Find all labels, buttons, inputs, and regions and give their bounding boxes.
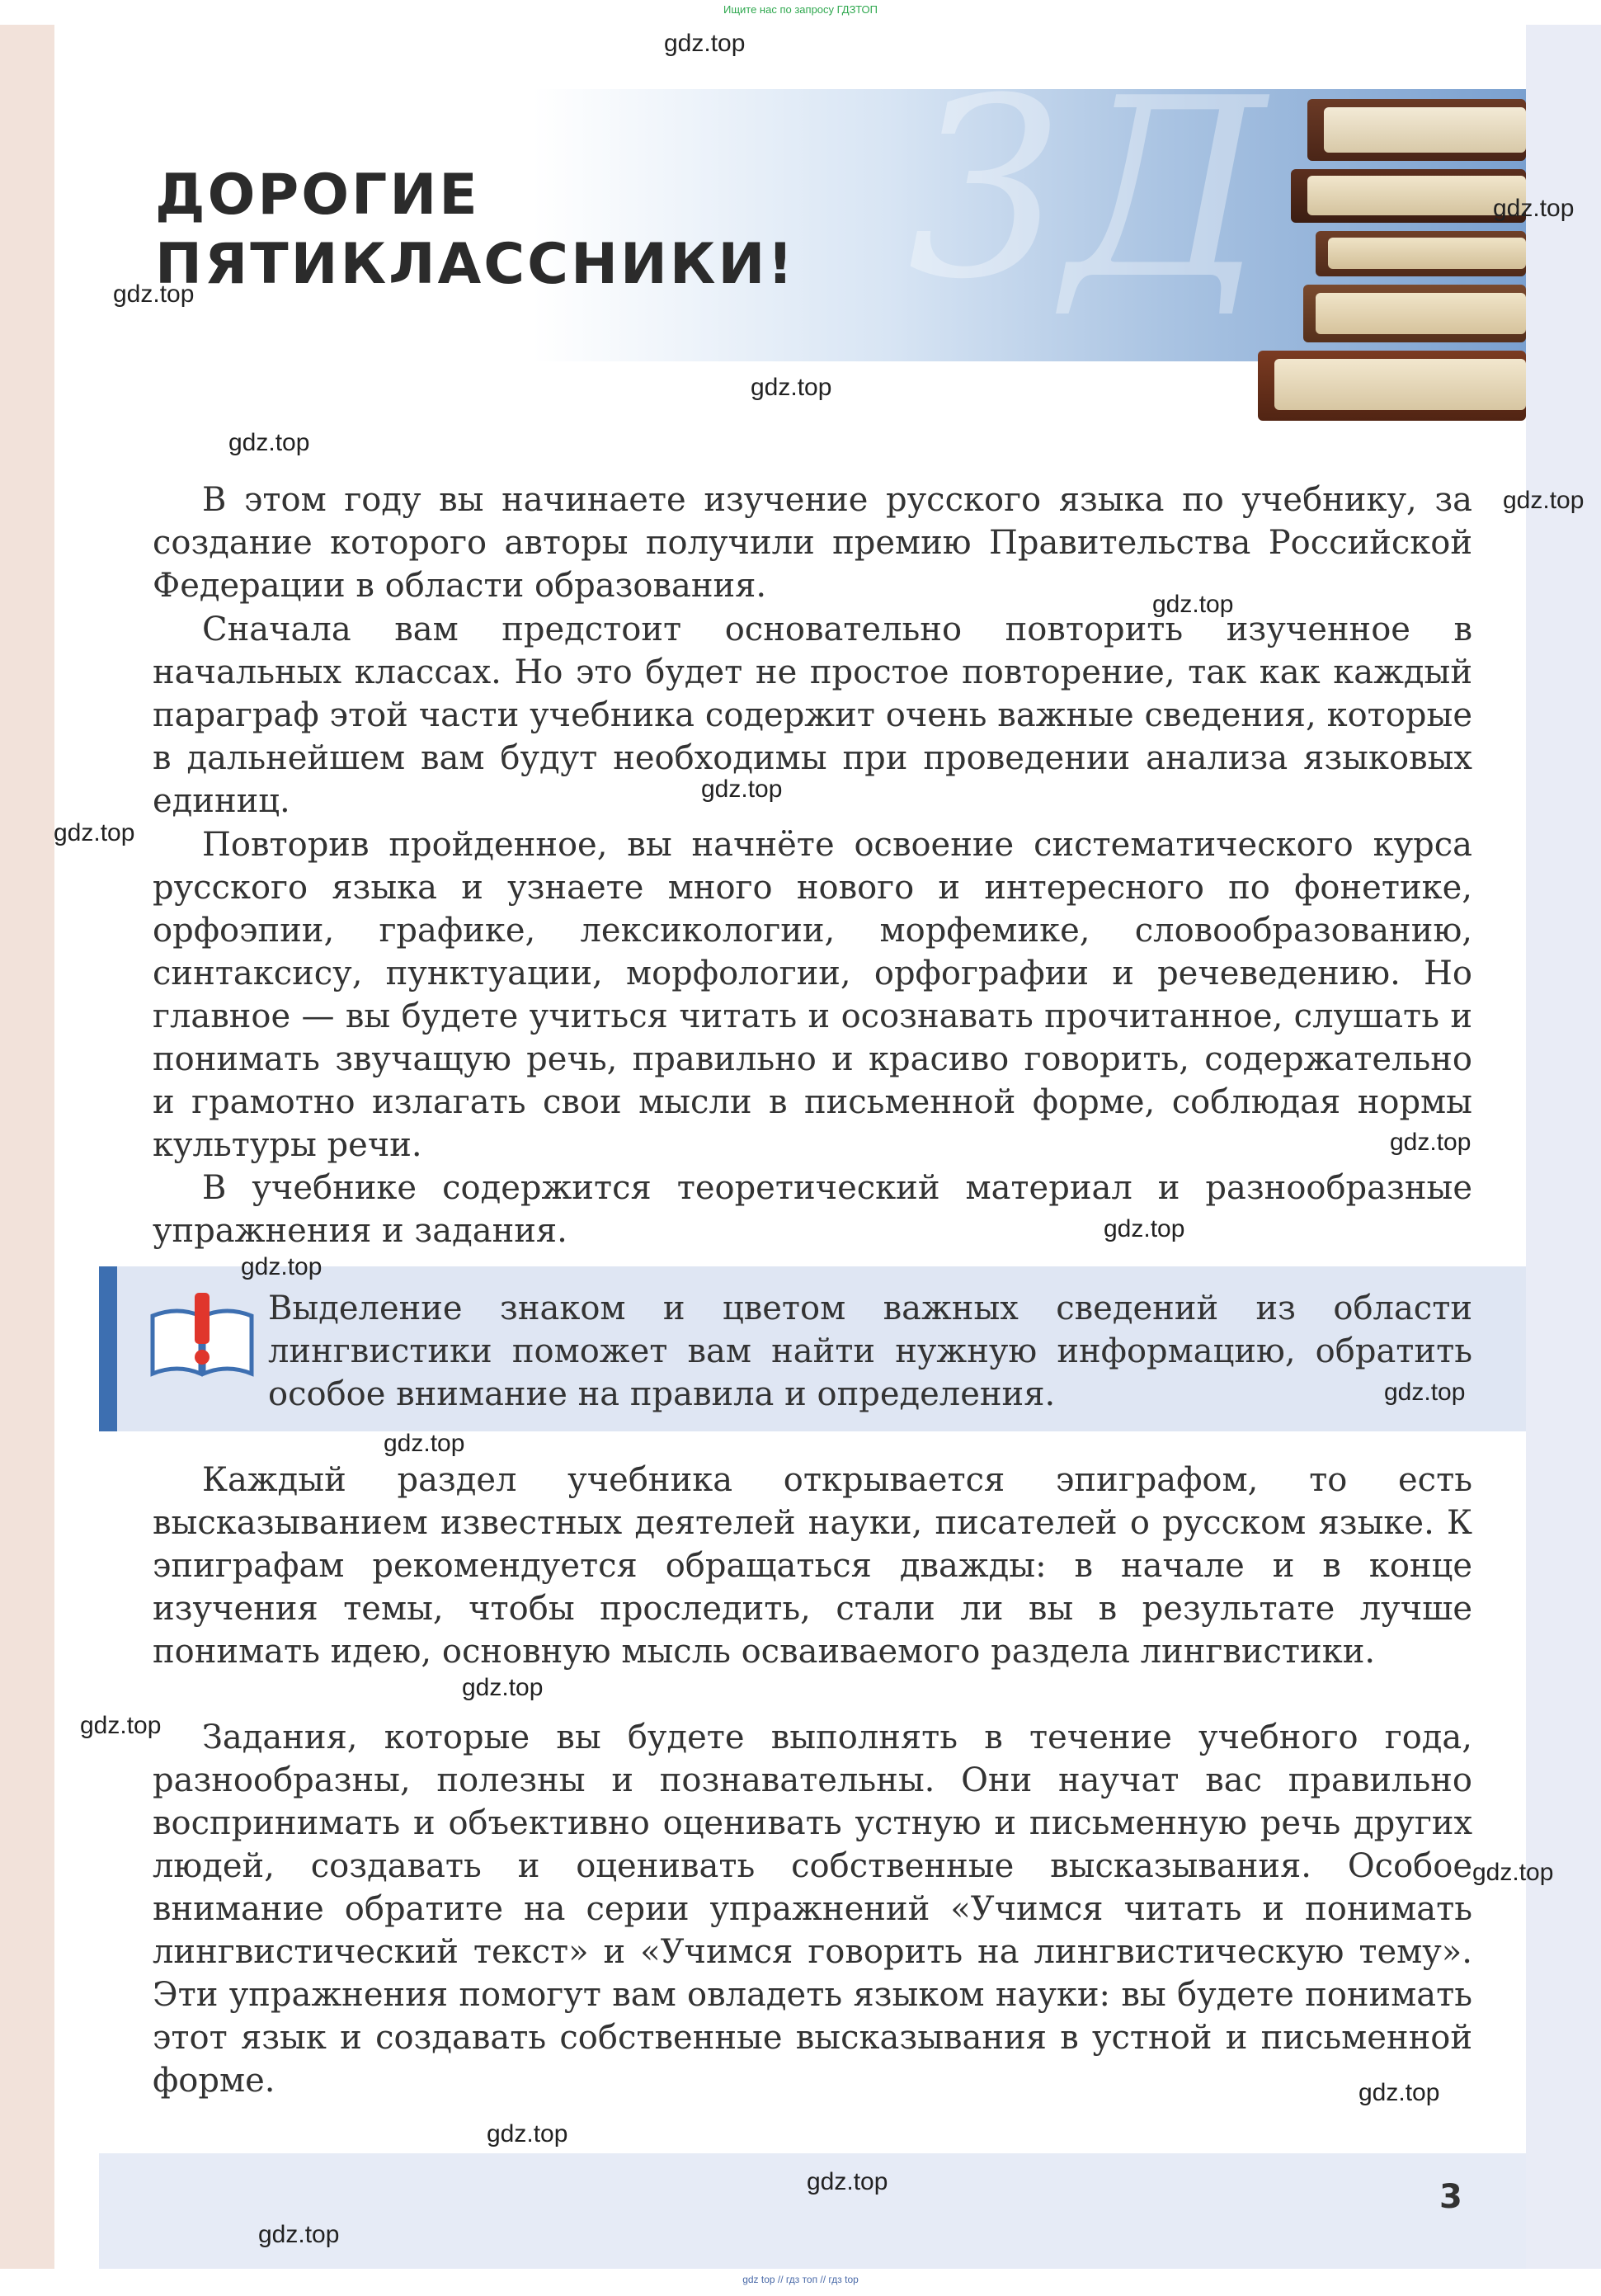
watermark: gdz.top [1503, 487, 1585, 514]
right-margin-strip [1526, 25, 1601, 2269]
watermark: gdz.top [487, 2120, 568, 2147]
watermark: gdz.top [807, 2168, 888, 2195]
watermark: gdz.top [258, 2221, 340, 2248]
watermark: gdz.top [54, 819, 135, 846]
watermark: gdz.top [241, 1253, 323, 1280]
left-margin-strip [0, 25, 54, 2269]
watermark: gdz.top [1493, 195, 1575, 222]
page-number: 3 [1439, 2178, 1462, 2216]
watermark: gdz.top [228, 429, 310, 456]
exclamation-book-icon [148, 1291, 256, 1382]
watermark: gdz.top [751, 374, 832, 401]
intro-paragraph-1: В этом году вы начинаете изучение русского языка по учебнику, за создание которого авторы получили премию Правительства Российской Федерации в области образования. [153, 481, 1472, 605]
watermark: gdz.top [462, 1674, 544, 1701]
watermark: gdz.top [701, 776, 783, 803]
intro-paragraph-3: Повторив пройденное, вы начнёте освоение систематического курса русского языка и узнаете много нового и интересного по фонетике, орфоэпии, графике, лексикологии, морфемике, словообразованию, синтаксису, пунктуации, морфологии, орфографии и речеведению. Но главное — вы будете учиться читать и осознавать прочитанное, слушать и понимать звучащую речь, правильно и красиво говорить, содержательно и грамотно излагать свои мысли в письменной форме, соблюдая нормы культуры речи. [153, 826, 1472, 1164]
top-note: Ищите нас по запросу ГДЗТОП [723, 3, 878, 16]
watermark: gdz.top [384, 1430, 465, 1457]
watermark: gdz.top [1358, 2079, 1440, 2106]
title-line-1: ДОРОГИЕ [155, 163, 480, 228]
page-title [155, 161, 897, 299]
watermark: gdz.top [1104, 1215, 1185, 1242]
intro-paragraph-4: В учебнике содержится теоретический материал и разнообразные упражнения и задания. [153, 1169, 1472, 1250]
decorative-letters: 3Д [907, 45, 1266, 333]
watermark: gdz.top [1152, 591, 1234, 618]
body-paragraph-2: Задания, которые вы будете выполнять в течение учебного года, разнообразны, полезны и познавательны. Они научат вас правильно воспринимать и объективно оценивать устную и письменную речь других людей, создавать и оценивать собственные высказывания. Особое внимание обратите на серии упражнений «Учимся читать и понимать лингвистический текст» и «Учимся говорить на лингвистическую тему». Эти упражнения помогут вам овладеть языком науки: вы будете понимать этот язык и создавать собственные высказывания в устной и письменной форме. [153, 1718, 1472, 2100]
watermark: gdz.top [113, 281, 195, 308]
body-paragraph-1: Каждый раздел учебника открывается эпиграфом, то есть высказыванием известных деятелей науки, писателей о русском языке. К эпиграфам рекомендуется обращаться дважды: в начале и в конце изучения темы, чтобы проследить, стали ли вы в результате лучше понимать идею, основную мысль осваиваемого раздела лингвистики. [153, 1461, 1472, 1671]
watermark: gdz.top [1384, 1379, 1466, 1406]
intro-paragraph-2: Сначала вам предстоит основательно повторить изученное в начальных классах. Но это будет не простое повторение, так как каждый параграф этой части учебника содержит очень важные сведения, которые в дальнейшем вам будут необходимы при проведении анализа языковых единиц. [153, 611, 1472, 820]
watermark: gdz.top [664, 30, 746, 57]
watermark: gdz.top [80, 1712, 162, 1739]
highlight-text: Выделение знаком и цветом важных сведений из области лингвистики поможет вам найти нужную информацию, обратить особое внимание на правила и определения. [268, 1289, 1472, 1413]
highlight-accent-bar [99, 1266, 117, 1431]
watermark: gdz.top [1472, 1859, 1554, 1886]
title-line-2: ПЯТИКЛАССНИКИ! [155, 232, 796, 297]
books-stack-icon [1258, 91, 1526, 421]
watermark: gdz.top [1390, 1129, 1472, 1156]
bottom-note: gdz top // гдз топ // гдз top [742, 2274, 859, 2285]
